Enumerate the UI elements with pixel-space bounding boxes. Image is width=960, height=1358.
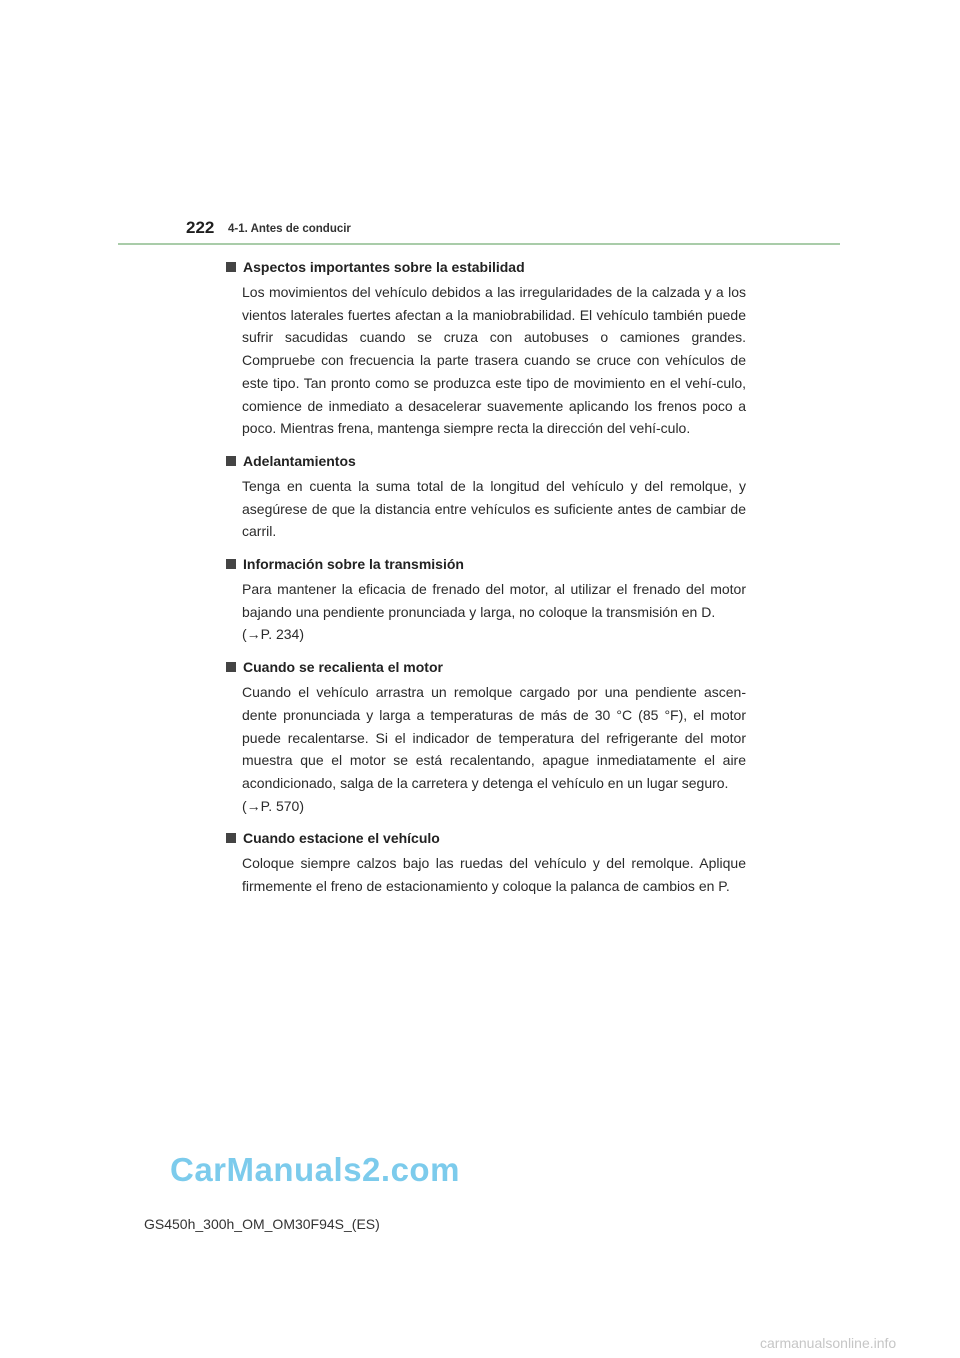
section-transmission	[226, 553, 746, 646]
section-body: Cuando el vehículo arrastra un remolque cargado por una pendiente ascen-dente pronunciada y larga a temperaturas de más de 30 °C (85 °F), el motor puede recalentarse. Si el indicador de temperatura del refrigerante del motor muestra que el motor se está recalentando, apague inmediatamente el aire acondicionado, salga de la carretera y detenga el vehículo en un lugar seguro.	[242, 684, 746, 791]
square-bullet-icon	[226, 662, 236, 672]
watermark-logo: CarManuals2.com	[170, 1151, 460, 1188]
square-bullet-icon	[226, 456, 236, 466]
square-bullet-icon	[226, 559, 236, 569]
section-stability	[226, 256, 746, 440]
document-code: GS450h_300h_OM_OM30F94S_(ES)	[144, 1216, 380, 1232]
section-text: Tenga en cuenta la suma total de la longitud del vehículo y del remolque, y asegúrese de que la distancia entre vehículos es suficiente antes de cambiar de carril.	[242, 477, 746, 540]
section-overheat	[226, 656, 746, 817]
heading-text: Aspectos importantes sobre la estabilidad	[243, 259, 525, 275]
section-heading	[226, 450, 746, 472]
page-reference-link[interactable]: (→P. 570)	[242, 797, 304, 814]
page-number: 222	[186, 218, 215, 237]
heading-text: Cuando se recalienta el motor	[243, 659, 443, 676]
section-text	[242, 578, 746, 646]
section-text: Los movimientos del vehículo debidos a las irregularidades de la calzada y a los vientos laterales fuertes afectan a la maniobrabilidad. El vehículo también puede sufrir sacudidas cuando se cruza con autobuses o camiones grandes. Compruebe con frecuencia la parte trasera cuando se cruce con vehículos de este tipo. Tan pronto como se produzca este tipo de movimiento en el vehí-culo, comience de inmediato a desacelerar suavemente aplicando los frenos poco a poco. Mientras frena, mantenga siempre recta la dirección del vehí-culo.	[242, 284, 746, 437]
section-text	[242, 681, 746, 817]
content	[226, 256, 746, 908]
square-bullet-icon	[226, 262, 236, 272]
section-heading	[226, 256, 746, 278]
section-title: 4-1. Antes de conducir	[228, 223, 351, 235]
section-overtaking	[226, 450, 746, 543]
heading-text: Información sobre la transmisión	[243, 556, 464, 573]
section-parking	[226, 827, 746, 897]
section-heading	[226, 827, 746, 849]
site-watermark: carmanualsonline.info	[760, 1335, 897, 1351]
section-heading	[226, 553, 746, 575]
section-text: Coloque siempre calzos bajo las ruedas del vehículo y del remolque. Aplique firmemente el freno de estacionamiento y coloque la palanca de cambios en P.	[242, 855, 746, 895]
section-heading	[226, 656, 746, 678]
header-rule	[118, 243, 840, 245]
section-body: Para mantener la eficacia de frenado del motor, al utilizar el frenado del motor bajando una pendiente pronunciada y larga, no coloque la transmisión en D.	[242, 581, 746, 620]
heading-text: Cuando estacione el vehículo	[243, 830, 440, 847]
page-reference-link[interactable]: (→P. 234)	[242, 626, 304, 643]
heading-text: Adelantamientos	[243, 452, 356, 469]
square-bullet-icon	[226, 833, 236, 843]
